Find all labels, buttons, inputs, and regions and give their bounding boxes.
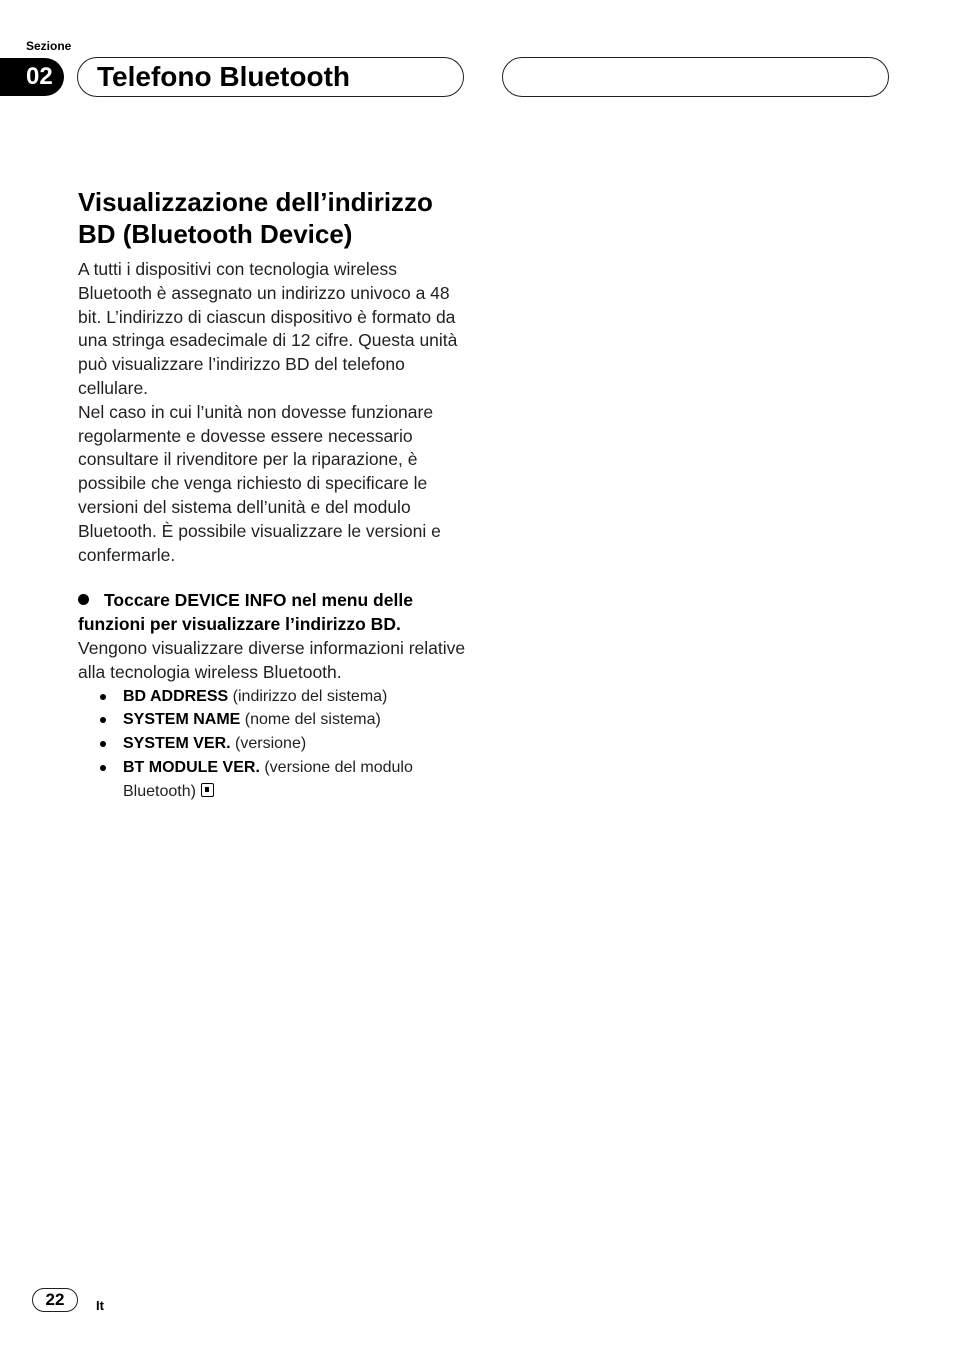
section-heading-line2: BD (Bluetooth Device) bbox=[78, 219, 353, 249]
end-of-section-icon bbox=[201, 783, 214, 797]
section-label: Sezione bbox=[26, 39, 72, 53]
paragraph-2: Nel caso in cui l’unità non dovesse funzionare regolarmente e dovesse essere necessario consultare il rivenditore per la riparazione, è possibile che venga richiesto di specificare le versioni del sistema dell’unità e del modulo Bluetooth. È possibile visualizzare le versioni e confermarle. bbox=[78, 401, 441, 565]
chapter-title: Telefono Bluetooth bbox=[97, 61, 350, 92]
paragraph-1: A tutti i dispositivi con tecnologia wireless Bluetooth è assegnato un indirizzo univoco a 48 bit. L’indirizzo di ciascun dispositivo è formato da una stringa esadecimale di 12 cifre. Questa unità può visualizzare l’indirizzo BD del telefono cellulare. bbox=[78, 259, 458, 398]
item-term: SYSTEM NAME bbox=[123, 711, 241, 729]
bullet-icon bbox=[100, 741, 106, 747]
item-term: SYSTEM VER. bbox=[123, 735, 231, 753]
intro-text bbox=[78, 258, 470, 567]
list-item bbox=[98, 756, 470, 804]
section-number-badge: 02 bbox=[0, 58, 64, 96]
section-heading-line1: Visualizzazione dell’indirizzo bbox=[78, 187, 433, 217]
main-content bbox=[78, 186, 470, 804]
item-note: (versione) bbox=[235, 735, 307, 753]
chapter-title-box bbox=[77, 57, 464, 97]
page-number: 22 bbox=[32, 1288, 78, 1312]
instruction-step bbox=[78, 589, 470, 637]
item-term: BD ADDRESS bbox=[123, 687, 229, 705]
chapter-subtitle-box bbox=[502, 57, 889, 97]
list-item bbox=[98, 708, 470, 732]
item-note: (versione del modulo Bluetooth) bbox=[123, 758, 413, 800]
bullet-icon bbox=[100, 717, 106, 723]
section-heading bbox=[78, 186, 470, 250]
step-description: Vengono visualizzare diverse informazioni relative alla tecnologia wireless Bluetooth. bbox=[78, 637, 466, 682]
list-item bbox=[98, 732, 470, 756]
step-bullet-icon bbox=[78, 594, 89, 605]
list-item bbox=[98, 685, 470, 709]
step-text: Toccare DEVICE INFO nel menu delle funzioni per visualizzare l’indirizzo BD. bbox=[78, 590, 413, 635]
item-term: BT MODULE VER. bbox=[123, 758, 260, 776]
item-note: (nome del sistema) bbox=[244, 711, 381, 729]
bullet-icon bbox=[100, 765, 106, 771]
bullet-icon bbox=[100, 694, 106, 700]
info-item-list bbox=[78, 685, 470, 804]
item-note: (indirizzo del sistema) bbox=[232, 687, 388, 705]
language-code: It bbox=[96, 1298, 104, 1313]
